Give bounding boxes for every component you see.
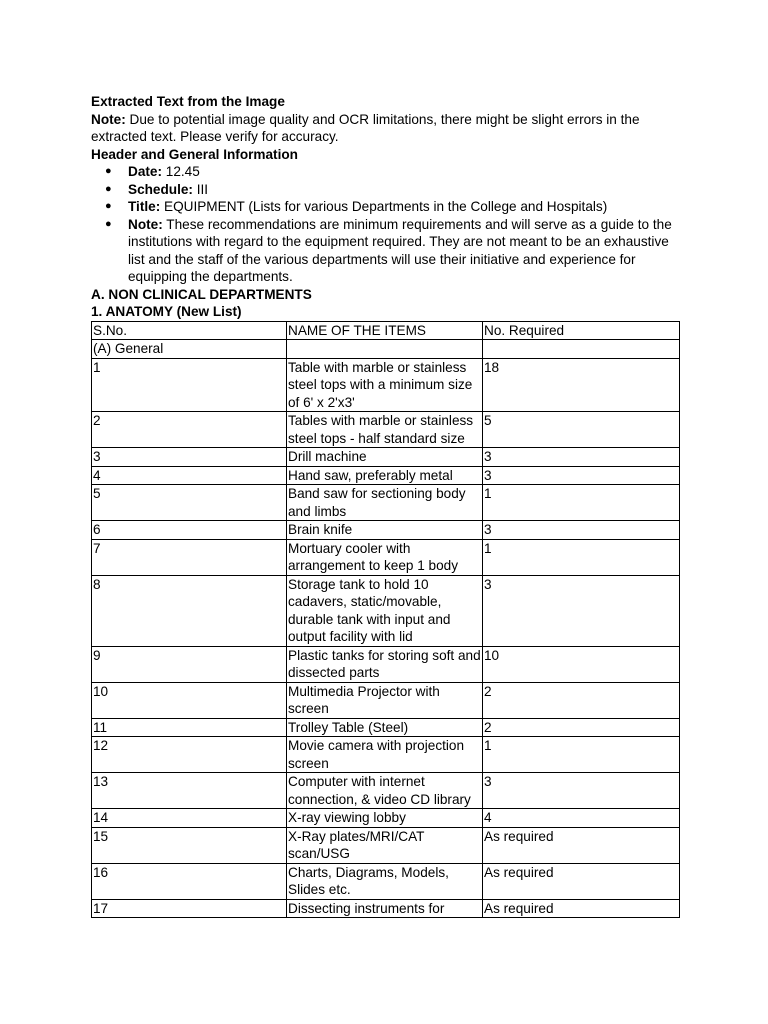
subsection-title: 1. ANATOMY (New List): [91, 304, 242, 319]
serial-number-cell: 10: [92, 682, 287, 718]
table-header-row: [92, 321, 680, 340]
quantity-cell: 1: [483, 485, 680, 521]
serial-number-cell: 14: [92, 809, 287, 828]
table-row: [92, 737, 680, 773]
item-name-cell: Trolley Table (Steel): [287, 718, 483, 737]
item-name-cell: Hand saw, preferably metal: [287, 466, 483, 485]
quantity-cell: 3: [483, 521, 680, 540]
table-row: [92, 521, 680, 540]
quantity-cell: 3: [483, 448, 680, 467]
quantity-cell: 1: [483, 737, 680, 773]
item-name-cell: Band saw for sectioning body and limbs: [287, 485, 483, 521]
serial-number-cell: 15: [92, 827, 287, 863]
info-label: Date:: [128, 164, 162, 179]
quantity-cell: As required: [483, 899, 680, 918]
serial-number-cell: 13: [92, 773, 287, 809]
serial-number-cell: 4: [92, 466, 287, 485]
info-label: Title:: [128, 199, 161, 214]
quantity-cell: As required: [483, 827, 680, 863]
group-label-cell: (A) General: [92, 340, 287, 359]
serial-number-cell: 11: [92, 718, 287, 737]
ocr-note-label: Note:: [91, 111, 126, 127]
serial-number-cell: 17: [92, 899, 287, 918]
info-list: [91, 163, 679, 286]
quantity-cell: 10: [483, 646, 680, 682]
item-name-cell: Plastic tanks for storing soft and dissected parts: [288, 647, 481, 680]
table-row: [92, 448, 680, 467]
item-name-cell: Tables with marble or stainless steel tops - half standard size: [287, 412, 483, 448]
header-cell-required: No. Required: [483, 321, 680, 340]
quantity-cell: 1: [483, 539, 680, 575]
table-row: [92, 827, 680, 863]
item-name-cell: Table with marble or stainless steel tops with a minimum size of 6' x 2'x3': [287, 358, 483, 412]
header-cell-name: NAME OF THE ITEMS: [287, 321, 483, 340]
info-text: 12.45: [162, 164, 200, 179]
table-row: [92, 466, 680, 485]
section-title: A. NON CLINICAL DEPARTMENTS: [91, 286, 312, 302]
info-text: III: [192, 181, 209, 197]
serial-number-cell: 7: [92, 539, 287, 575]
bullet-icon: ●: [105, 165, 112, 177]
serial-number-cell: 16: [92, 863, 287, 899]
info-label: Note:: [128, 216, 163, 232]
serial-number-cell: 1: [92, 358, 287, 412]
quantity-cell: 3: [483, 773, 680, 809]
item-name-cell: Drill machine: [287, 448, 483, 467]
serial-number-cell: 5: [92, 485, 287, 521]
table-row: [92, 646, 680, 682]
header-cell-sno: S.No.: [92, 321, 287, 340]
document-page: [91, 93, 679, 918]
quantity-cell: 2: [483, 718, 680, 737]
quantity-cell: As required: [483, 863, 680, 899]
bullet-icon: ●: [105, 182, 112, 195]
item-name-cell: Storage tank to hold 10 cadavers, static/movable, durable tank with input and output facility with lid: [287, 575, 483, 646]
item-name-cell: X-ray viewing lobby: [287, 809, 483, 828]
ocr-note: [91, 111, 679, 146]
item-name-cell: Brain knife: [287, 521, 483, 540]
quantity-cell: 5: [483, 412, 680, 448]
quantity-cell: 3: [483, 575, 680, 646]
header-section-title: Header and General Information: [91, 146, 298, 162]
table-row: [92, 539, 680, 575]
bullet-icon: ●: [105, 217, 112, 230]
serial-number-cell: 6: [92, 521, 287, 540]
table-row: [92, 575, 680, 646]
document-heading: Extracted Text from the Image: [91, 94, 285, 109]
info-item-title: [91, 198, 679, 216]
serial-number-cell: 12: [92, 737, 287, 773]
item-name-cell: Charts, Diagrams, Models, Slides etc.: [287, 863, 483, 899]
item-name-cell: Multimedia Projector with screen: [287, 682, 483, 718]
group-row: [92, 340, 680, 359]
ocr-note-text: Due to potential image quality and OCR limitations, there might be slight errors in the extracted text. Please verify for accuracy.: [91, 111, 640, 144]
item-name-cell: Dissecting instruments for: [287, 899, 483, 918]
equipment-table: [91, 321, 680, 919]
table-row: [92, 863, 680, 899]
quantity-cell: 4: [483, 809, 680, 828]
info-item-schedule: [91, 181, 679, 199]
table-row: [92, 899, 680, 918]
bullet-icon: ●: [105, 200, 112, 212]
item-name-cell: Movie camera with projection screen: [287, 737, 483, 773]
table-row: [92, 412, 680, 448]
info-text: EQUIPMENT (Lists for various Departments in the College and Hospitals): [160, 199, 608, 214]
table-row: [92, 682, 680, 718]
serial-number-cell: 3: [92, 448, 287, 467]
table-row: [92, 358, 680, 412]
serial-number-cell: 9: [92, 646, 287, 682]
empty-cell: [483, 340, 680, 359]
quantity-cell: 18: [483, 358, 680, 412]
quantity-cell: 2: [483, 682, 680, 718]
serial-number-cell: 8: [92, 575, 287, 646]
table-row: [92, 485, 680, 521]
item-name-cell: Computer with internet connection, & video CD library: [287, 773, 483, 809]
info-label: Schedule:: [128, 181, 193, 197]
empty-cell: [287, 340, 483, 359]
table-row: [92, 773, 680, 809]
item-name-cell: X-Ray plates/MRI/CAT scan/USG: [287, 827, 483, 863]
quantity-cell: 3: [483, 466, 680, 485]
info-item-date: [91, 163, 679, 181]
serial-number-cell: 2: [92, 412, 287, 448]
table-row: [92, 718, 680, 737]
table-row: [92, 809, 680, 828]
info-item-note: [91, 216, 679, 286]
item-name-cell: Mortuary cooler with arrangement to keep 1 body: [287, 539, 483, 575]
info-text: These recommendations are minimum requirements and will serve as a guide to the institutions with regard to the equipment required. They are not meant to be an exhaustive list and the staff of the various departments will use their initiative and experience for equipping the departments.: [128, 216, 672, 284]
